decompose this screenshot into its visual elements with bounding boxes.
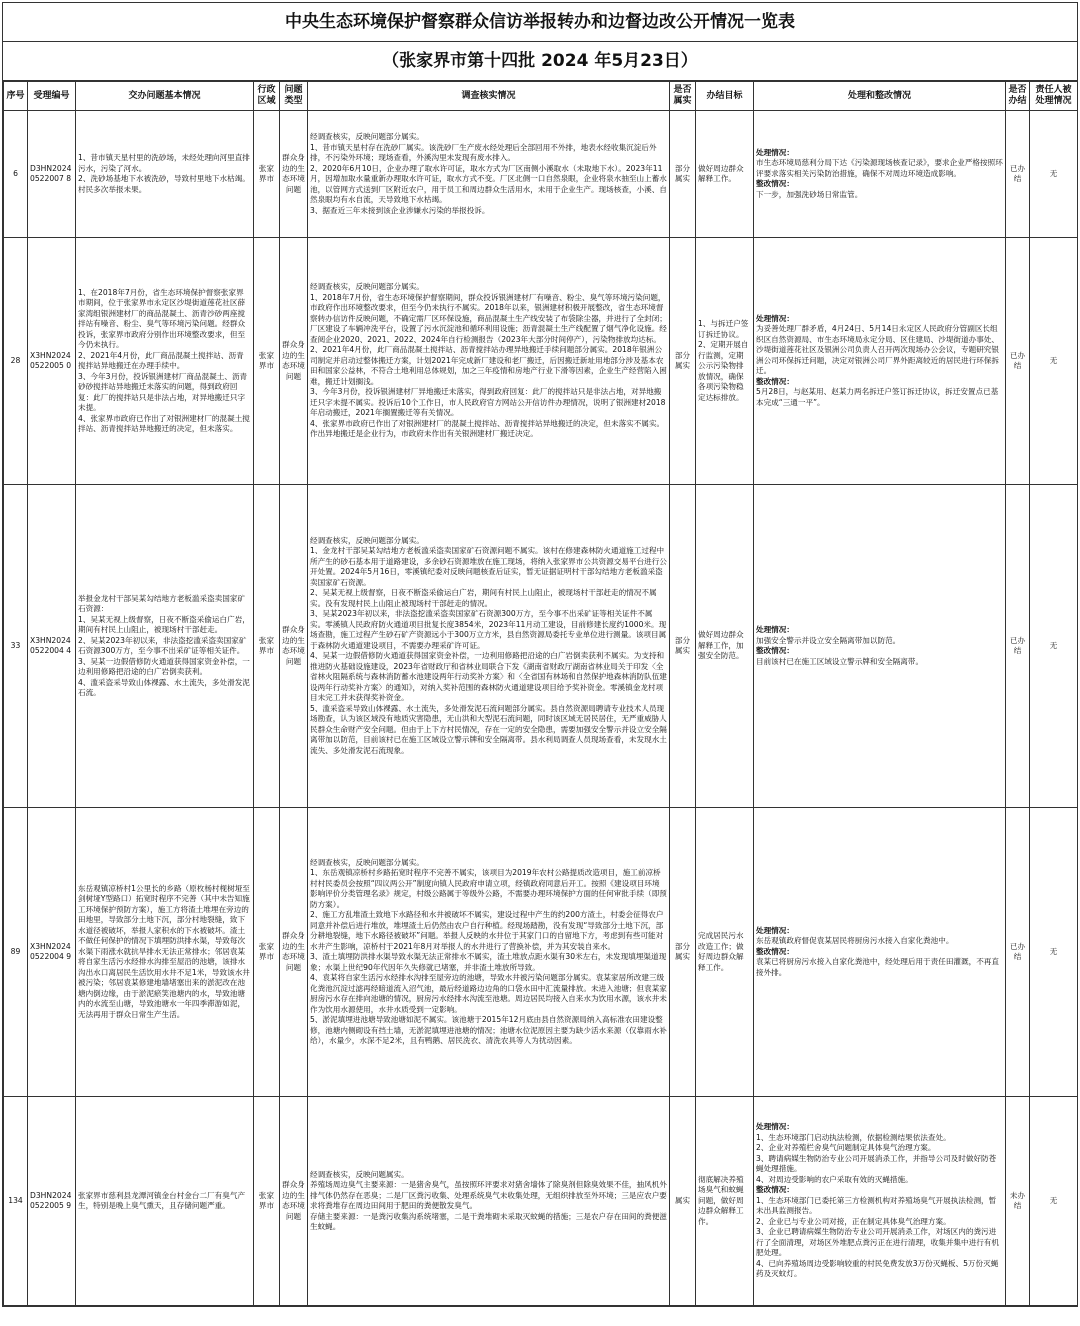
header-region: 行政区域	[254, 82, 280, 111]
header-investigation: 调查核实情况	[308, 82, 670, 111]
header-goal: 办结目标	[696, 82, 754, 111]
table-row	[4, 1097, 1078, 1306]
cell-basic: 张家界市慈利县龙潭河镇金台村金台二厂有臭气产生，特别是晚上臭气熏天，且存储问题严重。	[76, 1097, 254, 1306]
cell-seq: 6	[4, 111, 28, 238]
cell-done: 未办结	[1006, 1097, 1030, 1306]
header-seq: 序号	[4, 82, 28, 111]
cell-type: 群众身边的生态环境问题	[280, 485, 308, 808]
cell-basic: 举报金龙村干部吴某勾结地方老板滥采盗卖国家矿石资源： 1、吴某无视上级督察，日夜不断盗采偷运白广岩，期间有村民上山阻止，被现场村干部赶走。 2、吴某2023年初以来，非法盗挖滥采盗卖国家矿石资源300万方，至今事不出采矿证等相关证件。 3、吴某一边假借修防火通道获得国家资金补偿，一边利用修路把沿途的白广岩倒卖获利。 4、滥采盗采导致山体裸露、水土流失，多处滑发泥石流。	[76, 485, 254, 808]
cell-true: 属实	[670, 1097, 696, 1306]
cell-region: 张家界市	[254, 111, 280, 238]
table-row	[4, 111, 1078, 238]
cell-person: 无	[1030, 111, 1078, 238]
cell-person: 无	[1030, 1097, 1078, 1306]
cell-investigation: 经调查核实，反映问题部分属实。 1、金龙村干部吴某勾结地方老板滥采盗卖国家矿石资源问题不属实。该村在修建森林防火通道施工过程中所产生的砂石基本用于道路建设，多余砂石资源堆放在施工现场，将纳入张家界市公共资源交易平台进行公开处置。2024年5月16日，零溪镇纪委对反映问题核查后证实，暂无证据证明村干部勾结地方老板滥采盗卖国家矿石资源。 2、吴某无视上级督察，日夜不断盗采偷运白广岩，期间有村民上山阻止，被现场村干部赶走的情况不属实。没有发现村民上山阻止被现场村干部赶走的情况。 3、吴某2023年初以来，非法盗挖滥采盗卖国家矿石资源300万方，至今事不出采矿证等相关证件不属实。零溪镇人民政府防火通道项目批复长度3854米，2023年11月动工建设，目前修建长度约1000米。现场查勘，施工过程产生砂石矿产资源远小于300万立方米，县自然资源局委托专业单位进行测量。该项目属于森林防火通道建设项目，不需要办理采矿许可证。 4、吴某一边假借修防火通道获得国家资金补偿，一边利用修路把沿途的白广岩倒卖获利不属实。为支持和推进防火基础设施建设，2023年省财政厅和省林业局联合下发《湖南省财政厅湖南省林业局关于印发〈全省林火阻隔系统与森林消防蓄水池建设两年行动奖补方案〉和〈全省国有林场和自然保护地森林消防队伍建设两年行动奖补方案〉的通知》，对纳入奖补范围的森林防火通道建设项目给予奖补资金。零溪镇金龙村项目未完工并未获得奖补资金。 5、滥采盗采导致山体裸露、水土流失，多处滑发泥石流问题部分属实。县自然资源局聘请专业技术人员现场勘查，认为该区域没有地质灾害隐患，无山洪和大型泥石流问题，同时该区域无居民居住，无严重威胁人民群众生命财产安全问题。但由于上下方村民情况，存在一定的安全隐患，需要加强安全警示并设立安全隔离带加以防范，目前该村已在施工区域设立警示牌和安全隔离带。县水利局调查人员现场查看，未发现水土流失、多处滑发泥石流现象。	[308, 485, 670, 808]
cell-type: 群众身边的生态环境问题	[280, 808, 308, 1097]
cell-code: D3HN20240522005 9	[28, 1097, 76, 1306]
cell-investigation: 经调查核实，反映问题部分属实。 1、2018年7月份，省生态环境保护督察期间，群众投诉银洲建材厂有噪音、粉尘、臭气等环境污染问题，市政府作出环境整改要求，但至今仍未执行不属实。2018年以来，银洲建材积极开展整改，省生态环境督察转办信访件反映问题，不确定需厂区环保设施，商品混凝土生产线安装了布袋除尘器，并进行了全封闭；厂区建设了车辆冲洗平台，设置了污水沉淀池和循环利用设施；沥青混凝土生产线配置了烟气净化设施。经查阅企业2020、2021、2022、2024年自行检测报告（2023年大部分时间停产），污染物排放均达标。 2、2021年4月份，此厂商品混凝土搅拌站、沥青搅拌站办理异地搬迁手续问题部分属实。2018年银洲公司制定并启动过整体搬迁方案，计划2021年完成新厂建设和老厂搬迁，后因搬迁新址用地部分涉及基本农田和国家公益林，不符合土地利用总体规划，加之三年疫情和房地产行业下滑等因素，企业生产经营陷入困难，搬迁计划搁浅。 3、今年3月份，投诉银洲建材厂异地搬迁未落实，得到政府回复：此厂的搅拌站只是非法占地，对异地搬迁只字未提不属实。投诉后10个工作日，市人民政府官方网站公开信访件办理情况，说明了银洲建材2018年启动搬迁，2021年搁置搬迁等有关情况。 4、张家界市政府已作出了对银洲建材厂的混凝土搅拌站、沥青搅拌站异地搬迁的决定，但未落实不属实。作出异地搬迁是企业行为，市政府未作出有关银洲建材厂搬迁决定。	[308, 238, 670, 485]
cell-done: 已办结	[1006, 485, 1030, 808]
header-type: 问题类型	[280, 82, 308, 111]
disclosure-table	[3, 81, 1078, 1306]
cell-true: 部分属实	[670, 485, 696, 808]
cell-goal: 做好周边群众解释工作。	[696, 111, 754, 238]
cell-true: 部分属实	[670, 111, 696, 238]
cell-goal: 做好周边群众解释工作，加强安全防范。	[696, 485, 754, 808]
header-person: 责任人被处理情况	[1030, 82, 1078, 111]
cell-person: 无	[1030, 485, 1078, 808]
cell-code: X3HN20240522004 9	[28, 808, 76, 1097]
header-row	[4, 82, 1078, 111]
cell-person: 无	[1030, 238, 1078, 485]
cell-goal: 1、与拆迁户签订拆迁协议。 2、定期开展自行监测，定期公示污染物排放情况，确保各项污染物稳定达标排放。	[696, 238, 754, 485]
cell-basic: 1、昔市镇天星村里的洗砂场，未经处理向河里直排污水，污染了河水。 2、洗砂场基地下水被洗砂，导致村里地下水枯竭。村民多次举报未果。	[76, 111, 254, 238]
cell-handling: 处理情况： 市生态环境局慈利分局下达《污染源现场核查记录》，要求企业严格按照环评要求落实相关污染防治措施，确保不对周边环境造成影响。 整改情况： 下一步，加强洗砂场日常监管。	[754, 111, 1006, 238]
cell-investigation: 经调查核实，反映问题部分属实。 1、昔市镇天星村存在洗砂厂属实。该洗砂厂生产废水经处理后全部回用不外排，地表水经收集沉淀后外排，不污染外环境；现场查看，外溪沟里未发现有废水排入。 2、2020年6月10日，企业办理了取水许可证，取水方式为厂区南侧小溪取水（未取地下水）。2023年11月，因增加取水量重新办理取水许可证，取水方式不变。厂区北侧一口自然泉眼，企业将泉水抽至山上蓄水池，以管网方式送到厂区附近农户，用于员工和周边群众生活用水，未用于企业生产。现场核查，小溪、自然泉眼均有水自流，天导致地下水枯竭。 3、据查近三年未接到该企业涉嫌水污染的举报投诉。	[308, 111, 670, 238]
cell-goal: 彻底解决养殖场臭气和蚊蝇问题，做好周边群众解释工作。	[696, 1097, 754, 1306]
cell-type: 群众身边的生态环境问题	[280, 111, 308, 238]
cell-seq: 89	[4, 808, 28, 1097]
cell-done: 已办结	[1006, 111, 1030, 238]
cell-region: 张家界市	[254, 238, 280, 485]
header-done: 是否办结	[1006, 82, 1030, 111]
cell-true: 部分属实	[670, 238, 696, 485]
cell-basic: 1、在2018年7月份，省生态环境保护督察张家界市期间，位于张家界市永定区沙堤街道莲花社区薛家湾组银洲建材厂的商品混凝土、沥青沙砂两座搅拌站有噪音、粉尘、臭气等环境污染问题。经群众投诉，张家界市政府分别作出环境整改要求，但至今仍未执行。 2、2021年4月份，此厂商品混凝土搅拌站、沥青搅拌站异地搬迁在办理手续中。 3、今年3月份，投诉银洲建材厂商品混凝土、沥青砂砂搅拌站异地搬迁未落实的问题，得到政府回复：此厂的搅拌站只是非法占地，对异地搬迁只字未提。 4、张家界市政府已作出了对银洲建材厂的混凝土搅拌站、沥青搅拌站异地搬迁的决定，但未落实。	[76, 238, 254, 485]
cell-basic: 东岳观镇凉桥村1公里长的乡路（原枚杨村枧树垭至剑树垭Y型路口）拓宽时程序不完善（其中未告知施工环境保护预防方案），施工方将渣土堆埋在旁边的田地里，导致部分土地下沉，部分村地裂缝，致下水道径被破坏，举报人家积水的下水被破坏。渣土不做任何保护的情况下填埋防洪排水渠，导致每次水渠下雨涨水就抗旱排水无法正常排水；邻居袁某将自家生活污水经排水沟排至屋沿的池塘，该排水沟出水口离居民生活饮用水井不足1米，导致该水井被污染；邻居袁某修建地墙堵塞出来的淤泥改在池塘内倒边缘，由于淤泥瘀笑池塘内的水，导致池塘内的水流至山塘，导致池塘水一年四季滞游如泥，无法再用于群众日常生产生活。	[76, 808, 254, 1097]
cell-region: 张家界市	[254, 485, 280, 808]
cell-code: X3HN20240522004 4	[28, 485, 76, 808]
cell-handling: 处理情况： 加强安全警示并设立安全隔离带加以防范。 整改情况： 目前该村已在施工区域设立警示牌和安全隔离带。	[754, 485, 1006, 808]
cell-handling: 处理情况： 为妥善处理厂群矛盾，4月24日、5月14日永定区人民政府分管副区长组织区自然资源局、市生态环境局永定分局、区住建局、沙堤街道办事处、沙堤街道莲花社区及银洲公司负责人召开两次现场办公会议，专题研究银洲公司环保拆迁问题，决定对银洲公司厂界外距离较近的居民进行环保拆迁。 整改情况： 5月28日，与赵某用、赵某力两名拆迁户签订拆迁协议，拆迁安置点已基本完成“三通一平”。	[754, 238, 1006, 485]
cell-investigation: 经调查核实，反映问题部分属实。 1、东岳观镇凉桥村乡路拓宽时程序不完善不属实，该项目为2019年农村公路提质改造项目，施工前凉桥村村民委员会按照“四议两公开”制度向镇人民政府申请立项，经镇政府同意后开工。按照《建设项目环境影响评价分类管理名录》规定，村级公路属于等级外公路，不需要办理环境保护方面的任何审批手续（即预防方案）。 2、施工方乱堆渣土致地下水路径和水井被破坏不属实，建设过程中产生的约200方渣土，村委会征得农户同意并补偿后进行堆放，堆埋渣土后仍然由农户自行种植。经现场踏勘，没有发现“导致部分土地下沉，部分耕地裂缝，地下水路径被破坏”问题。举报人反映的水井位于其家门口的自留地下方，考虑到有些可能对水井产生影响，凉桥村于2021年8月对举报人的水井进行了营换补偿，并为其安装自来水。 3、渣土填埋防洪排水渠导致水渠无法正常排水不属实，渣土堆放点距水渠有30米左右，未发现填埋渠道现象；水渠上世纪90年代因年久失修就已堵塞，并非渣土堆放所导致。 4、袁某将自家生活污水经排水沟排至屋旁边的池塘，导致水井被污染问题部分属实。袁某家居所改建三级化粪池沉淀过滤再经暗道流入沼气池，最后经道路边边角的口袋水田中汇流量排放。未进入池塘；但袁某家厨房污水存在排向池塘的情况，厨房污水经排水沟流至池塘。周边居民均接入自来水为饮用水源，该水井未作为饮用水源使用，水井水质受到一定影响。 5、淤泥填埋进池塘导致池塘如泥不属实。该池塘于2015年12月底由县自然资源局纳入高标准农田建设整修，池塘内侧砌设有挡土墙，无淤泥填埋进池塘的情况；池塘水位泥原因主要为缺少活水来源（仅靠雨水补给），水量少，水深不足2米，且有鸭鹅、居民洗衣、清洗农具等人为扰动因素。	[308, 808, 670, 1097]
table-row	[4, 485, 1078, 808]
header-true: 是否属实	[670, 82, 696, 111]
cell-handling: 处理情况： 1、生态环境部门启动执法检测，依据检测结果依法查处。 2、企业对养殖栏舍臭气问题制定具体臭气治理方案。 3、聘请病媒生物防治专业公司开展消杀工作，并指导公司及时做好防苍蝇处理措施。 4、对周边受影响的农户采取有效的灭蝇措施。 整改情况： 1、生态环境部门已委托第三方检测机构对养殖场臭气开展执法检测，暂未出具监测报告。 2、企业已与专业公司对接，正在制定具体臭气治理方案。 3、企业已聘请病媒生物防治专业公司开展消杀工作，对场区内的粪污进行了全面清理，对场区外堆肥点粪污正在进行清理，收集并集中进行有机肥处理。 4、已向养殖场周边受影响较重的村民免费发放3万份灭蝇板、5万份灭蝇药及灭蚊灯。	[754, 1097, 1006, 1306]
cell-seq: 28	[4, 238, 28, 485]
cell-region: 张家界市	[254, 1097, 280, 1306]
header-basic: 交办问题基本情况	[76, 82, 254, 111]
header-code: 受理编号	[28, 82, 76, 111]
cell-handling: 处理情况： 东岳观镇政府督促袁某居民将厨房污水接入自家化粪池中。 整改情况： 袁某已将厨房污水接入自家化粪池中，经处理后用于责任田灌溉，不再直接外排。	[754, 808, 1006, 1097]
table-row	[4, 238, 1078, 485]
cell-goal: 完成居民污水改造工作；做好周边群众解释工作。	[696, 808, 754, 1097]
cell-seq: 33	[4, 485, 28, 808]
cell-code: D3HN20240522007 8	[28, 111, 76, 238]
cell-true: 部分属实	[670, 808, 696, 1097]
page-title: 中央生态环境保护督察群众信访举报转办和边督边改公开情况一览表	[3, 3, 1077, 42]
cell-done: 已办结	[1006, 808, 1030, 1097]
cell-person: 无	[1030, 808, 1078, 1097]
cell-done: 已办结	[1006, 238, 1030, 485]
table-row	[4, 808, 1078, 1097]
cell-type: 群众身边的生态环境问题	[280, 238, 308, 485]
header-handling: 处理和整改情况	[754, 82, 1006, 111]
cell-region: 张家界市	[254, 808, 280, 1097]
cell-seq: 134	[4, 1097, 28, 1306]
cell-investigation: 经调查核实，反映问题属实。 养殖场周边臭气主要来源：一是猪舍臭气，虽按照环评要求对猪舍墙体了除臭剂但除臭效果不佳，抽风机外排气体仍然存在恶臭；二是厂区粪污收集、处理系统臭气未收集处理，无组织排放至外环境；三是应农户要求将粪堆存在周边田间用于肥田的粪便散发臭气。 存储主要来源：一是粪污收集沟系统堵塞，二是干粪堆砌未采取灭蚊蝇的措施；三是农户存在田间的粪便滋生蚊蝇。	[308, 1097, 670, 1306]
document-page	[2, 2, 1078, 1307]
cell-type: 群众身边的生态环境问题	[280, 1097, 308, 1306]
cell-code: X3HN20240522005 0	[28, 238, 76, 485]
page-subtitle: （张家界市第十四批 2024 年5月23日）	[3, 42, 1077, 81]
